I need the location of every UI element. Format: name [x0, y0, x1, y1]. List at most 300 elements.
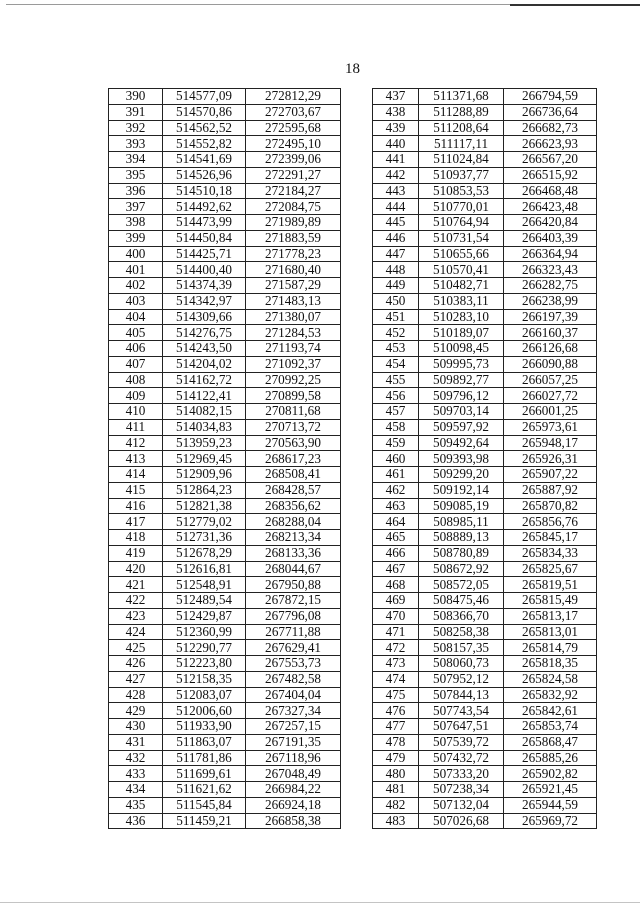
y-coordinate-cell: 268044,67 — [246, 561, 341, 577]
table-row — [109, 404, 341, 420]
point-number-cell: 409 — [109, 388, 163, 404]
table-row — [109, 136, 341, 152]
x-coordinate-cell: 510770,01 — [419, 199, 504, 215]
x-coordinate-cell: 514473,99 — [163, 215, 246, 231]
point-number-cell: 441 — [373, 152, 419, 168]
point-number-cell: 481 — [373, 782, 419, 798]
y-coordinate-cell: 266090,88 — [504, 356, 597, 372]
y-coordinate-cell: 271483,13 — [246, 293, 341, 309]
table-row — [373, 482, 597, 498]
table-row — [109, 89, 341, 105]
x-coordinate-cell: 508985,11 — [419, 514, 504, 530]
point-number-cell: 452 — [373, 325, 419, 341]
x-coordinate-cell: 512909,96 — [163, 467, 246, 483]
x-coordinate-cell: 514510,18 — [163, 183, 246, 199]
table-row — [373, 813, 597, 829]
y-coordinate-cell: 268428,57 — [246, 482, 341, 498]
point-number-cell: 451 — [373, 309, 419, 325]
x-coordinate-cell: 512548,91 — [163, 577, 246, 593]
point-number-cell: 432 — [109, 750, 163, 766]
x-coordinate-cell: 510655,66 — [419, 246, 504, 262]
table-row — [109, 183, 341, 199]
x-coordinate-cell: 514309,66 — [163, 309, 246, 325]
table-row — [109, 388, 341, 404]
table-row — [373, 136, 597, 152]
y-coordinate-cell: 267872,15 — [246, 593, 341, 609]
point-number-cell: 468 — [373, 577, 419, 593]
point-number-cell: 472 — [373, 640, 419, 656]
table-row — [373, 782, 597, 798]
y-coordinate-cell: 266323,43 — [504, 262, 597, 278]
coordinate-table-right — [372, 88, 597, 829]
x-coordinate-cell: 510570,41 — [419, 262, 504, 278]
y-coordinate-cell: 267482,58 — [246, 671, 341, 687]
point-number-cell: 447 — [373, 246, 419, 262]
y-coordinate-cell: 265856,76 — [504, 514, 597, 530]
table-row — [109, 530, 341, 546]
table-row — [373, 167, 597, 183]
y-coordinate-cell: 270811,68 — [246, 404, 341, 420]
x-coordinate-cell: 514425,71 — [163, 246, 246, 262]
x-coordinate-cell: 514492,62 — [163, 199, 246, 215]
x-coordinate-cell: 508889,13 — [419, 530, 504, 546]
x-coordinate-cell: 509597,92 — [419, 419, 504, 435]
x-coordinate-cell: 510764,94 — [419, 215, 504, 231]
point-number-cell: 420 — [109, 561, 163, 577]
table-row — [373, 356, 597, 372]
table-row — [109, 797, 341, 813]
point-number-cell: 440 — [373, 136, 419, 152]
y-coordinate-cell: 272291,27 — [246, 167, 341, 183]
table-row — [109, 577, 341, 593]
x-coordinate-cell: 508672,92 — [419, 561, 504, 577]
x-coordinate-cell: 514577,09 — [163, 89, 246, 105]
table-row — [373, 498, 597, 514]
x-coordinate-cell: 511288,89 — [419, 104, 504, 120]
table-row — [109, 419, 341, 435]
table-row — [109, 498, 341, 514]
point-number-cell: 462 — [373, 482, 419, 498]
point-number-cell: 428 — [109, 687, 163, 703]
x-coordinate-cell: 509703,14 — [419, 404, 504, 420]
x-coordinate-cell: 514204,02 — [163, 356, 246, 372]
table-row — [109, 687, 341, 703]
table-row — [373, 530, 597, 546]
point-number-cell: 393 — [109, 136, 163, 152]
table-row — [109, 451, 341, 467]
y-coordinate-cell: 265887,92 — [504, 482, 597, 498]
point-number-cell: 410 — [109, 404, 163, 420]
point-number-cell: 416 — [109, 498, 163, 514]
x-coordinate-cell: 508258,38 — [419, 624, 504, 640]
table-row — [373, 152, 597, 168]
table-row — [373, 120, 597, 136]
x-coordinate-cell: 512083,07 — [163, 687, 246, 703]
table-row — [109, 719, 341, 735]
table-row — [373, 388, 597, 404]
y-coordinate-cell: 266567,20 — [504, 152, 597, 168]
table-row — [109, 215, 341, 231]
point-number-cell: 463 — [373, 498, 419, 514]
table-row — [373, 372, 597, 388]
x-coordinate-cell: 512489,54 — [163, 593, 246, 609]
y-coordinate-cell: 265969,72 — [504, 813, 597, 829]
x-coordinate-cell: 511024,84 — [419, 152, 504, 168]
point-number-cell: 425 — [109, 640, 163, 656]
point-number-cell: 430 — [109, 719, 163, 735]
y-coordinate-cell: 268133,36 — [246, 545, 341, 561]
point-number-cell: 405 — [109, 325, 163, 341]
x-coordinate-cell: 514034,83 — [163, 419, 246, 435]
table-row — [109, 435, 341, 451]
point-number-cell: 448 — [373, 262, 419, 278]
x-coordinate-cell: 511545,84 — [163, 797, 246, 813]
y-coordinate-cell: 266515,92 — [504, 167, 597, 183]
table-row — [109, 167, 341, 183]
point-number-cell: 445 — [373, 215, 419, 231]
x-coordinate-cell: 507647,51 — [419, 719, 504, 735]
point-number-cell: 435 — [109, 797, 163, 813]
point-number-cell: 449 — [373, 278, 419, 294]
x-coordinate-cell: 514342,97 — [163, 293, 246, 309]
table-row — [109, 372, 341, 388]
x-coordinate-cell: 510937,77 — [419, 167, 504, 183]
y-coordinate-cell: 271778,23 — [246, 246, 341, 262]
x-coordinate-cell: 514122,41 — [163, 388, 246, 404]
table-row — [109, 467, 341, 483]
x-coordinate-cell: 507333,20 — [419, 766, 504, 782]
x-coordinate-cell: 514243,50 — [163, 341, 246, 357]
table-row — [373, 608, 597, 624]
y-coordinate-cell: 268213,34 — [246, 530, 341, 546]
point-number-cell: 434 — [109, 782, 163, 798]
point-number-cell: 453 — [373, 341, 419, 357]
y-coordinate-cell: 266027,72 — [504, 388, 597, 404]
x-coordinate-cell: 511781,86 — [163, 750, 246, 766]
y-coordinate-cell: 266858,38 — [246, 813, 341, 829]
x-coordinate-cell: 513959,23 — [163, 435, 246, 451]
y-coordinate-cell: 267048,49 — [246, 766, 341, 782]
x-coordinate-cell: 507132,04 — [419, 797, 504, 813]
y-coordinate-cell: 270899,58 — [246, 388, 341, 404]
point-number-cell: 397 — [109, 199, 163, 215]
x-coordinate-cell: 508157,35 — [419, 640, 504, 656]
table-row — [109, 246, 341, 262]
y-coordinate-cell: 270992,25 — [246, 372, 341, 388]
y-coordinate-cell: 272595,68 — [246, 120, 341, 136]
point-number-cell: 427 — [109, 671, 163, 687]
point-number-cell: 395 — [109, 167, 163, 183]
table-row — [373, 215, 597, 231]
table-row — [373, 467, 597, 483]
point-number-cell: 437 — [373, 89, 419, 105]
y-coordinate-cell: 265973,61 — [504, 419, 597, 435]
point-number-cell: 466 — [373, 545, 419, 561]
table-row — [373, 309, 597, 325]
x-coordinate-cell: 509492,64 — [419, 435, 504, 451]
point-number-cell: 442 — [373, 167, 419, 183]
point-number-cell: 411 — [109, 419, 163, 435]
point-number-cell: 465 — [373, 530, 419, 546]
table-row — [109, 514, 341, 530]
table-row — [109, 545, 341, 561]
table-row — [373, 325, 597, 341]
point-number-cell: 423 — [109, 608, 163, 624]
y-coordinate-cell: 271883,59 — [246, 230, 341, 246]
y-coordinate-cell: 265902,82 — [504, 766, 597, 782]
table-row — [373, 719, 597, 735]
table-row — [109, 482, 341, 498]
point-number-cell: 394 — [109, 152, 163, 168]
table-row — [109, 593, 341, 609]
table-row — [109, 309, 341, 325]
table-row — [109, 561, 341, 577]
y-coordinate-cell: 267404,04 — [246, 687, 341, 703]
table-row — [109, 624, 341, 640]
page-number: 18 — [345, 61, 360, 77]
point-number-cell: 467 — [373, 561, 419, 577]
x-coordinate-cell: 508475,46 — [419, 593, 504, 609]
x-coordinate-cell: 509995,73 — [419, 356, 504, 372]
point-number-cell: 475 — [373, 687, 419, 703]
coordinate-table-left-body — [109, 89, 341, 829]
y-coordinate-cell: 270713,72 — [246, 419, 341, 435]
table-row — [373, 687, 597, 703]
y-coordinate-cell: 271284,53 — [246, 325, 341, 341]
y-coordinate-cell: 266623,93 — [504, 136, 597, 152]
point-number-cell: 438 — [373, 104, 419, 120]
y-coordinate-cell: 265825,67 — [504, 561, 597, 577]
table-row — [373, 262, 597, 278]
table-row — [373, 703, 597, 719]
x-coordinate-cell: 508780,89 — [419, 545, 504, 561]
point-number-cell: 483 — [373, 813, 419, 829]
point-number-cell: 401 — [109, 262, 163, 278]
x-coordinate-cell: 512969,45 — [163, 451, 246, 467]
point-number-cell: 436 — [109, 813, 163, 829]
x-coordinate-cell: 512158,35 — [163, 671, 246, 687]
y-coordinate-cell: 265853,74 — [504, 719, 597, 735]
point-number-cell: 460 — [373, 451, 419, 467]
y-coordinate-cell: 271989,89 — [246, 215, 341, 231]
y-coordinate-cell: 265813,01 — [504, 624, 597, 640]
y-coordinate-cell: 265944,59 — [504, 797, 597, 813]
table-row — [373, 278, 597, 294]
point-number-cell: 406 — [109, 341, 163, 357]
y-coordinate-cell: 267553,73 — [246, 656, 341, 672]
table-row — [109, 104, 341, 120]
point-number-cell: 456 — [373, 388, 419, 404]
table-row — [373, 734, 597, 750]
y-coordinate-cell: 272703,67 — [246, 104, 341, 120]
x-coordinate-cell: 512360,99 — [163, 624, 246, 640]
x-coordinate-cell: 512779,02 — [163, 514, 246, 530]
table-row — [109, 766, 341, 782]
point-number-cell: 455 — [373, 372, 419, 388]
table-row — [373, 199, 597, 215]
table-row — [109, 356, 341, 372]
point-number-cell: 418 — [109, 530, 163, 546]
x-coordinate-cell: 508366,70 — [419, 608, 504, 624]
x-coordinate-cell: 511933,90 — [163, 719, 246, 735]
x-coordinate-cell: 507026,68 — [419, 813, 504, 829]
point-number-cell: 412 — [109, 435, 163, 451]
point-number-cell: 464 — [373, 514, 419, 530]
y-coordinate-cell: 266420,84 — [504, 215, 597, 231]
table-row — [373, 671, 597, 687]
y-coordinate-cell: 267950,88 — [246, 577, 341, 593]
table-row — [373, 656, 597, 672]
point-number-cell: 419 — [109, 545, 163, 561]
y-coordinate-cell: 266282,75 — [504, 278, 597, 294]
point-number-cell: 398 — [109, 215, 163, 231]
y-coordinate-cell: 267629,41 — [246, 640, 341, 656]
point-number-cell: 421 — [109, 577, 163, 593]
y-coordinate-cell: 271680,40 — [246, 262, 341, 278]
y-coordinate-cell: 265824,58 — [504, 671, 597, 687]
x-coordinate-cell: 510098,45 — [419, 341, 504, 357]
point-number-cell: 444 — [373, 199, 419, 215]
table-row — [373, 89, 597, 105]
table-row — [373, 640, 597, 656]
point-number-cell: 422 — [109, 593, 163, 609]
point-number-cell: 400 — [109, 246, 163, 262]
table-row — [373, 561, 597, 577]
table-row — [109, 640, 341, 656]
y-coordinate-cell: 265819,51 — [504, 577, 597, 593]
x-coordinate-cell: 510283,10 — [419, 309, 504, 325]
table-row — [373, 246, 597, 262]
x-coordinate-cell: 509299,20 — [419, 467, 504, 483]
x-coordinate-cell: 510383,11 — [419, 293, 504, 309]
x-coordinate-cell: 511621,62 — [163, 782, 246, 798]
table-row — [373, 451, 597, 467]
y-coordinate-cell: 268288,04 — [246, 514, 341, 530]
y-coordinate-cell: 272184,27 — [246, 183, 341, 199]
x-coordinate-cell: 512821,38 — [163, 498, 246, 514]
x-coordinate-cell: 507539,72 — [419, 734, 504, 750]
x-coordinate-cell: 510731,54 — [419, 230, 504, 246]
y-coordinate-cell: 265834,33 — [504, 545, 597, 561]
table-row — [109, 734, 341, 750]
point-number-cell: 470 — [373, 608, 419, 624]
y-coordinate-cell: 271092,37 — [246, 356, 341, 372]
point-number-cell: 415 — [109, 482, 163, 498]
table-row — [373, 230, 597, 246]
table-row — [373, 577, 597, 593]
point-number-cell: 457 — [373, 404, 419, 420]
x-coordinate-cell: 511117,11 — [419, 136, 504, 152]
y-coordinate-cell: 266403,39 — [504, 230, 597, 246]
x-coordinate-cell: 512678,29 — [163, 545, 246, 561]
y-coordinate-cell: 265845,17 — [504, 530, 597, 546]
table-row — [109, 703, 341, 719]
x-coordinate-cell: 514552,82 — [163, 136, 246, 152]
y-coordinate-cell: 272812,29 — [246, 89, 341, 105]
point-number-cell: 454 — [373, 356, 419, 372]
table-row — [109, 782, 341, 798]
y-coordinate-cell: 265921,45 — [504, 782, 597, 798]
y-coordinate-cell: 268617,23 — [246, 451, 341, 467]
table-row — [109, 656, 341, 672]
x-coordinate-cell: 510189,07 — [419, 325, 504, 341]
table-row — [109, 262, 341, 278]
point-number-cell: 403 — [109, 293, 163, 309]
point-number-cell: 404 — [109, 309, 163, 325]
y-coordinate-cell: 267711,88 — [246, 624, 341, 640]
x-coordinate-cell: 512731,36 — [163, 530, 246, 546]
coordinate-table-right-body — [373, 89, 597, 829]
y-coordinate-cell: 272495,10 — [246, 136, 341, 152]
point-number-cell: 426 — [109, 656, 163, 672]
table-row — [109, 293, 341, 309]
x-coordinate-cell: 509796,12 — [419, 388, 504, 404]
y-coordinate-cell: 266126,68 — [504, 341, 597, 357]
point-number-cell: 478 — [373, 734, 419, 750]
x-coordinate-cell: 512864,23 — [163, 482, 246, 498]
y-coordinate-cell: 265842,61 — [504, 703, 597, 719]
table-row — [373, 624, 597, 640]
y-coordinate-cell: 270563,90 — [246, 435, 341, 451]
table-row — [373, 750, 597, 766]
y-coordinate-cell: 265870,82 — [504, 498, 597, 514]
x-coordinate-cell: 507952,12 — [419, 671, 504, 687]
point-number-cell: 417 — [109, 514, 163, 530]
y-coordinate-cell: 266984,22 — [246, 782, 341, 798]
x-coordinate-cell: 507238,34 — [419, 782, 504, 798]
y-coordinate-cell: 268356,62 — [246, 498, 341, 514]
table-row — [109, 325, 341, 341]
x-coordinate-cell: 514400,40 — [163, 262, 246, 278]
table-row — [373, 404, 597, 420]
table-row — [109, 341, 341, 357]
y-coordinate-cell: 267327,34 — [246, 703, 341, 719]
y-coordinate-cell: 266160,37 — [504, 325, 597, 341]
table-row — [373, 593, 597, 609]
point-number-cell: 473 — [373, 656, 419, 672]
table-row — [109, 199, 341, 215]
point-number-cell: 469 — [373, 593, 419, 609]
x-coordinate-cell: 511459,21 — [163, 813, 246, 829]
point-number-cell: 443 — [373, 183, 419, 199]
point-number-cell: 407 — [109, 356, 163, 372]
y-coordinate-cell: 266364,94 — [504, 246, 597, 262]
y-coordinate-cell: 266057,25 — [504, 372, 597, 388]
y-coordinate-cell: 266736,64 — [504, 104, 597, 120]
point-number-cell: 474 — [373, 671, 419, 687]
x-coordinate-cell: 509192,14 — [419, 482, 504, 498]
point-number-cell: 396 — [109, 183, 163, 199]
x-coordinate-cell: 511863,07 — [163, 734, 246, 750]
y-coordinate-cell: 266794,59 — [504, 89, 597, 105]
table-row — [373, 341, 597, 357]
x-coordinate-cell: 514082,15 — [163, 404, 246, 420]
x-coordinate-cell: 507743,54 — [419, 703, 504, 719]
y-coordinate-cell: 265885,26 — [504, 750, 597, 766]
y-coordinate-cell: 267191,35 — [246, 734, 341, 750]
x-coordinate-cell: 509085,19 — [419, 498, 504, 514]
point-number-cell: 477 — [373, 719, 419, 735]
point-number-cell: 450 — [373, 293, 419, 309]
y-coordinate-cell: 266682,73 — [504, 120, 597, 136]
table-row — [109, 120, 341, 136]
point-number-cell: 482 — [373, 797, 419, 813]
top-rule-accent — [510, 4, 640, 6]
x-coordinate-cell: 512006,60 — [163, 703, 246, 719]
table-row — [373, 766, 597, 782]
x-coordinate-cell: 510853,53 — [419, 183, 504, 199]
y-coordinate-cell: 265948,17 — [504, 435, 597, 451]
